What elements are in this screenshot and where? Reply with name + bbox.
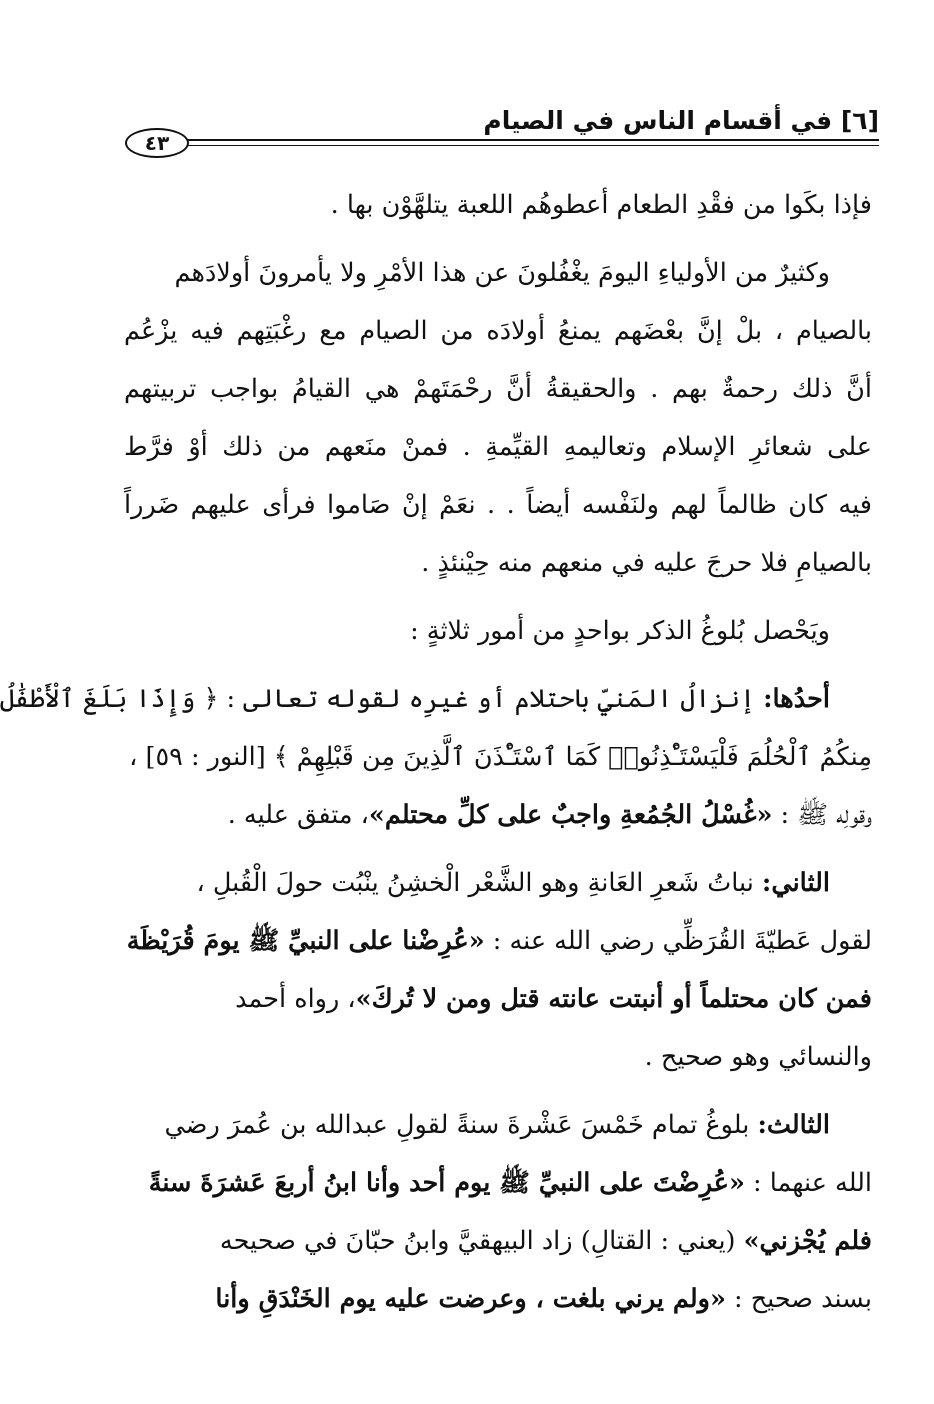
line-text: (يعني : القتالِ) زاد البيهقيَّ وابنُ حبّانَ في صحيحه bbox=[219, 1226, 744, 1256]
header-rule bbox=[181, 139, 879, 141]
hadith-quote: «غُسْلُ الجُمُعةِ واجبٌ على كلِّ محتلم» bbox=[368, 800, 773, 830]
paragraph-line: على شعائرِ الإسلام وتعاليمهِ القيِّمةِ . فمنْ منَعهم من ذلك أوْ فرَّط bbox=[124, 432, 872, 462]
line-text: بلوغُ تمام خَمْسَ عَشْرةَ سنةً لقولِ عبدالله بن عُمرَ رضي bbox=[164, 1110, 758, 1140]
paragraph-line bbox=[124, 1270, 872, 1328]
line-text: إنزالُ المَنيِّ باحتلام أو غيرِه لقوله تعالى : ﴿ وَإِذَا بَلَغَ ٱلْأَطْفَٰلُ bbox=[0, 684, 764, 714]
page-body bbox=[0, 176, 872, 1328]
paragraph-line bbox=[124, 970, 872, 1028]
section-label: الثالث: bbox=[757, 1110, 830, 1140]
paragraph-line: وكثيرٌ من الأولياءِ اليومَ يغْفُلونَ عن هذا الأمْرِ ولا يأمرونَ أولادَهم bbox=[174, 258, 830, 288]
paragraph-line: بالصيام ، بلْ إنَّ بعْضَهم يمنعُ أولادَه من الصيام مع رغْبَتِهم فيه يزْعُم bbox=[124, 316, 872, 346]
line-text: الله عنهما : bbox=[744, 1168, 872, 1198]
paragraph-line: أنَّ ذلك رحمةٌ بهم . والحقيقةُ أنَّ رحْمَتَهمْ هي القيامُ بواجب تربيتهم bbox=[124, 374, 872, 404]
header-rule-thin bbox=[181, 145, 879, 146]
section-label: أحدُها: bbox=[763, 684, 830, 714]
paragraph-line bbox=[124, 1212, 872, 1270]
line-text: لقول عَطيّةَ القُرَظِّي رضي الله عنه : bbox=[484, 926, 872, 956]
page-header bbox=[119, 104, 879, 156]
paragraph-line bbox=[124, 786, 872, 844]
paragraph-line: فيه كان ظالماً لهم ولنَفْسه أيضاً . . نعَمْ إنْ صَاموا فرأى عليهم ضَرراً bbox=[124, 490, 872, 520]
hadith-quote: «عُرِضْتَ على النبيِّ ﷺ يوم أحد وأنا ابنُ أربعَ عَشرَةَ سنةً bbox=[148, 1168, 745, 1198]
paragraph-line bbox=[124, 1096, 872, 1154]
paragraph-line: ويَحْصل بُلوغُ الذكر بواحدٍ من أمور ثلاثةٍ : bbox=[410, 616, 830, 646]
paragraph-line bbox=[124, 854, 872, 912]
paragraph-line bbox=[124, 1154, 872, 1212]
line-text: بسند صحيح : bbox=[725, 1284, 872, 1314]
paragraph-line bbox=[124, 912, 872, 970]
line-text: ، رواه أحمد bbox=[235, 984, 356, 1014]
quran-verse-line: مِنكُمُ ٱلْحُلُمَ فَلْيَسْتَـْٔذِنُوا۟ كَمَا ٱسْتَـْٔذَنَ ٱلَّذِينَ مِن قَبْلِهِمْ ﴾ [النور : ٥٩] ، bbox=[129, 742, 872, 772]
hadith-quote: فلم يُجْزني» bbox=[743, 1226, 872, 1256]
hadith-quote: «ولم يرني بلغت ، وعرضت عليه يوم الخَنْدَقِ وأنا bbox=[215, 1284, 726, 1314]
section-label: الثاني: bbox=[761, 868, 830, 898]
hadith-quote: «عُرِضْنا على النبيِّ ﷺ يومَ قُرَيْظَة bbox=[126, 926, 485, 956]
page-number: ٤٣ bbox=[125, 128, 189, 158]
paragraph-line: فإذا بكَوا من فقْدِ الطعام أعطوهُم اللعبة يتلهَّوْن بها . bbox=[330, 190, 872, 220]
hadith-quote: فمن كان محتلماً أو أنبتت عانته قتل ومن لا تُركَ» bbox=[355, 984, 872, 1014]
chapter-title: [٦] في أقسام الناس في الصيام bbox=[483, 106, 879, 135]
line-text: ، متفق عليه . bbox=[227, 800, 369, 830]
paragraph-line bbox=[0, 670, 872, 728]
line-text: وقولِه ﷺ : bbox=[772, 800, 872, 830]
paragraph-line: والنسائي وهو صحيح . bbox=[644, 1042, 872, 1072]
paragraph-line: بالصيامِ فلا حرجَ عليه في منعهم منه حِيْنئذٍ . bbox=[421, 548, 872, 578]
line-text: نباتُ شَعرِ العَانةِ وهو الشَّعْر الْخشِنُ ينْبُت حولَ الْقُبلِ ، bbox=[196, 868, 762, 898]
